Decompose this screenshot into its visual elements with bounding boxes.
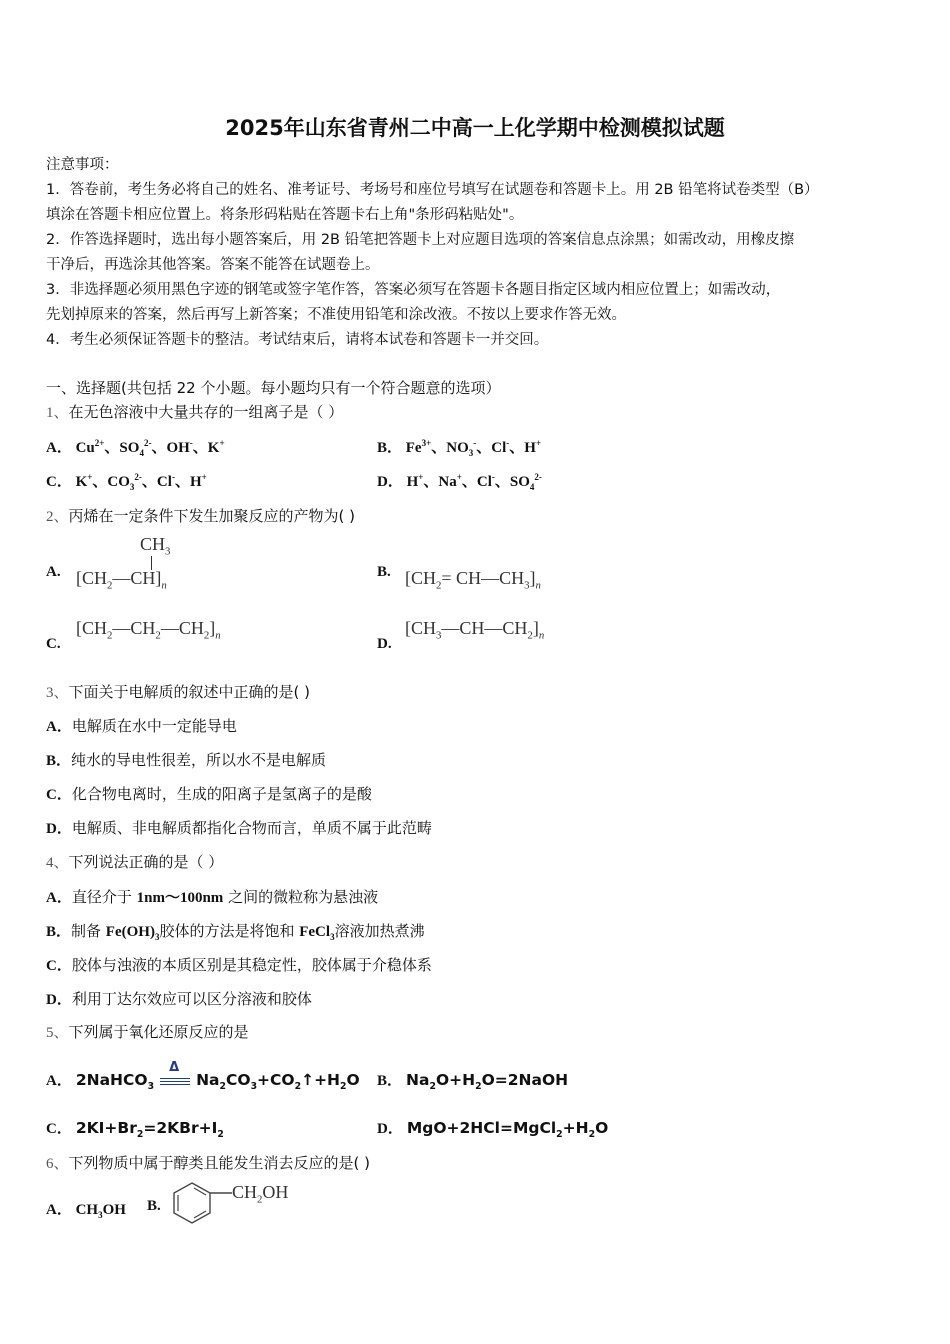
notice-heading: 注意事项： [46,157,119,173]
q5-option-d[interactable] [377,1117,609,1141]
option-text: 制备 [71,922,106,940]
question-text: 丙烯在一定条件下发生加聚反应的产物为( ) [68,507,355,525]
notice-line-3: 2．作答选择题时，选出每小题答案后，用 2B 铅笔把答题卡上对应题目选项的答案信息点涂黑；如需改动，用橡皮擦 [46,232,795,248]
question-1-stem [46,401,343,422]
q5-option-c[interactable] [46,1117,224,1141]
q2-option-a-methyl: $CH_3$ [140,534,171,558]
q4-option-c[interactable] [46,954,432,975]
q6-option-a[interactable] [46,1198,126,1219]
q4-option-b[interactable] [46,920,425,941]
option-label: A． [46,440,72,456]
notice-line-5: 3．非选择题必须用黑色字迹的钢笔或签字笔作答，答案必须写在答题卡各题目指定区域内相应位置上；如需改动， [46,282,781,298]
option-label: C． [46,474,72,490]
question-number: 1、 [46,405,69,421]
question-text: 下列说法正确的是（ ） [68,853,224,871]
page-title: 2025年山东省青州二中高一上化学期中检测模拟试题 [225,116,725,140]
notice-line-1: 1．答卷前，考生务必将自己的姓名、准考证号、考场号和座位号填写在试题卷和答题卡上。用 2B 铅笔将试卷类型（B） [46,182,819,198]
option-text: 溶液加热煮沸 [334,922,425,940]
option-label: B． [377,1073,403,1089]
question-number: 2、 [46,509,69,525]
question-2-stem [46,505,355,526]
option-label: A． [46,719,72,735]
option-text: 化合物电离时，生成的阳离子是氢离子的是酸 [71,785,372,803]
option-label: A． [46,1073,72,1089]
subscript: 2 [257,1193,263,1206]
option-text: 胶体的方法是将饱和 [159,922,300,940]
question-text: 下列属于氧化还原反应的是 [68,1023,249,1041]
option-text: FeCl [299,924,331,940]
option-label: B． [46,753,72,769]
question-text: 在无色溶液中大量共存的一组离子是（ ） [68,403,344,421]
q5-option-b[interactable] [377,1069,569,1093]
q3-option-b[interactable] [46,749,326,770]
question-3-stem [46,681,310,702]
question-4-stem [46,851,223,872]
option-label: A． [46,890,72,906]
equation: $Na_2O+H_2O=2NaOH$ [406,1071,569,1093]
option-label: A． [46,1202,72,1218]
q4-option-a[interactable] [46,886,378,907]
option-label: B． [46,924,72,940]
equation: $2KI+Br_2=2KBr+I_2$ [75,1119,224,1141]
q2-option-a-label[interactable]: A. [46,564,61,580]
option-text: 电解质在水中一定能导电 [71,717,237,735]
option-content: $CH_3OH$ [75,1202,126,1220]
option-text: Fe(OH) [105,924,155,940]
q1-option-b[interactable] [377,436,541,457]
section-heading: 一、选择题(共包括 22 个小题。每小题均只有一个符合题意的选项） [46,379,501,397]
option-text: 直径介于 [71,888,137,906]
q1-option-a[interactable] [46,436,225,457]
option-label: D． [377,474,403,490]
question-text: 下列物质中属于醇类且能发生消去反应的是( ) [68,1154,370,1172]
q6-option-b-label[interactable]: B. [147,1198,161,1214]
option-text: 纯水的导电性很差，所以水不是电解质 [71,751,327,769]
subscript: 3 [330,932,335,942]
q2-option-b-structure: [$CH_2=$ $CH—CH_3]_n$ [405,568,541,592]
option-text: 之间的微粒称为悬浊液 [223,888,379,906]
equation: 2NaHCO$_3$ [75,1071,155,1093]
notice-line-2: 填涂在答题卡相应位置上。将条形码粘贴在答题卡右上角"条形码粘贴处"。 [46,207,524,223]
q3-option-a[interactable] [46,715,237,736]
q3-option-c[interactable] [46,783,372,804]
option-text: 利用丁达尔效应可以区分溶液和胶体 [71,990,312,1008]
option-label: D． [46,992,72,1008]
q1-option-d[interactable] [377,470,542,491]
q3-option-d[interactable] [46,817,432,838]
delta-icon: Δ [169,1060,180,1076]
chem-text: OH [262,1182,289,1202]
q4-option-d[interactable] [46,988,312,1009]
notice-line-7: 4．考生必须保证答题卡的整洁。考试结束后，请将本试卷和答题卡一并交回。 [46,332,549,348]
chem-text: CH [232,1182,258,1202]
question-5-stem [46,1021,249,1042]
option-content: K+、$CO_3^{2-}$、Cl-、H+ [75,472,207,492]
question-text: 下面关于电解质的叙述中正确的是( ) [68,683,310,701]
q2-option-b-label[interactable]: B. [377,564,391,580]
option-label: D． [46,821,72,837]
option-label: B． [377,440,403,456]
question-number: 4、 [46,855,69,871]
option-text: 胶体与浊液的本质区别是其稳定性，胶体属于介稳体系 [71,956,432,974]
equation: $MgO+2HCl=MgCl_2+H_2O$ [406,1119,609,1141]
option-label: C． [46,958,72,974]
option-text: 1nm～100nm [136,890,224,906]
subscript: 3 [154,932,160,942]
notice-line-6: 先划掉原来的答案，然后再写上新答案；不准使用铅笔和涂改液。不按以上要求作答无效。 [46,307,626,323]
option-label: C． [46,1121,72,1137]
question-number: 5、 [46,1025,69,1041]
heating-equals-sign [158,1060,192,1088]
option-label: D． [377,1121,403,1137]
option-content: H+、Na+、Cl-、$SO_4^{2-}$ [406,472,542,492]
question-number: 6、 [46,1156,69,1172]
q2-option-d-structure: $[CH_3—CH—CH_2]_n$ [405,618,545,642]
question-number: 3、 [46,685,69,701]
option-content: $Cu^{2+}$、$SO_4^{2-}$、OH-、K+ [75,438,225,458]
q2-option-c-label[interactable]: C. [46,636,61,652]
q2-option-c-structure: $[CH_2—CH_2—CH_2]_n$ [76,618,221,642]
notice-line-4: 干净后，再选涂其他答案。答案不能答在试题卷上。 [46,257,380,273]
equation: $Na_2CO_3+CO_2↑+H_2O$ [196,1071,360,1093]
option-content: $Fe^{3+}$、$NO_3^-$、Cl-、H+ [405,438,542,458]
q5-option-a[interactable] [46,1060,360,1093]
q6-option-b-substituent [232,1182,289,1206]
q1-option-c[interactable] [46,470,207,491]
option-text: 电解质、非电解质都指化合物而言，单质不属于此范畴 [71,819,432,837]
benzene-ring-icon [172,1180,234,1228]
q2-option-d-label[interactable]: D. [377,636,392,652]
q2-option-a-structure: $[CH_2—CH]_n$ [76,568,167,592]
option-label: C． [46,787,72,803]
question-6-stem [46,1152,370,1173]
